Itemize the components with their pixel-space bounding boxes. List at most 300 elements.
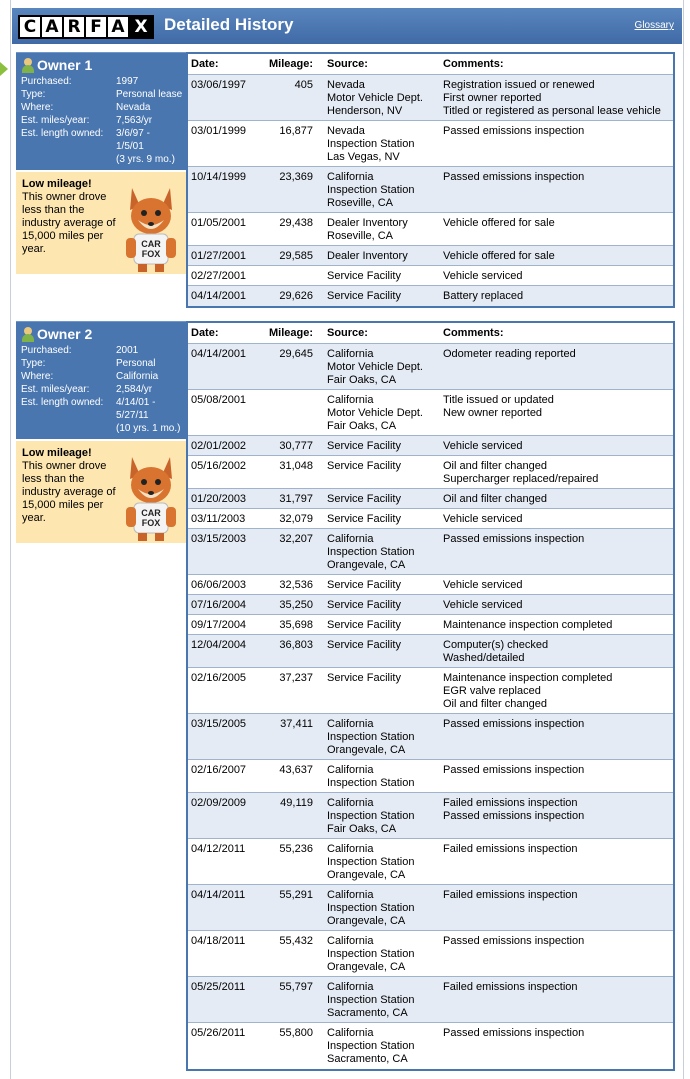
history-source-line: Service Facility [327, 460, 401, 472]
history-source-line: Inspection Station [327, 138, 415, 150]
history-comment-line: New owner reported [443, 407, 543, 419]
owner-info-label: Est. length owned: [21, 128, 104, 139]
history-mileage: 29,626 [279, 290, 313, 302]
history-comments [442, 286, 673, 306]
history-comment-line: Passed emissions inspection [443, 533, 585, 545]
history-date: 01/27/2001 [191, 250, 247, 262]
history-source-line: Orangevale, CA [327, 559, 406, 571]
history-source-line: Roseville, CA [327, 230, 394, 242]
history-comment-line: Passed emissions inspection [443, 125, 585, 137]
history-mileage: 29,438 [279, 217, 313, 229]
history-source-line: Service Facility [327, 440, 401, 452]
history-source-line: California [327, 1027, 374, 1039]
header-bar [12, 8, 682, 44]
owner-info-row [21, 383, 182, 396]
history-source [313, 635, 442, 667]
history-mileage: 37,237 [279, 672, 313, 684]
history-comment-line: Computer(s) checked [443, 639, 549, 651]
history-mileage: 49,119 [280, 797, 313, 809]
history-mileage [260, 266, 313, 285]
history-row [188, 456, 673, 489]
history-comments [442, 509, 673, 528]
history-source [313, 436, 442, 455]
history-comments [442, 213, 673, 245]
history-source-line: California [327, 394, 374, 406]
history-source [313, 213, 442, 245]
history-date: 05/08/2001 [191, 394, 247, 406]
owner-info-row [21, 75, 182, 88]
person-icon [21, 327, 35, 342]
history-source-line: California [327, 797, 374, 809]
history-comment-line: Maintenance inspection completed [443, 619, 613, 631]
owner-info-value-line: (3 yrs. 9 mo.) [116, 154, 175, 165]
history-source-line: Service Facility [327, 513, 401, 525]
history-source-line: Service Facility [327, 270, 401, 282]
history-date: 02/16/2005 [191, 672, 247, 684]
history-comment-line: Titled or registered as personal lease vehicle [443, 105, 661, 117]
history-source-line: Inspection Station [327, 731, 415, 743]
history-mileage: 37,411 [280, 718, 313, 730]
history-date: 05/26/2011 [191, 1027, 246, 1039]
history-mileage: 35,698 [279, 619, 313, 631]
history-date: 04/14/2001 [191, 290, 247, 302]
col-date-header: Date: [191, 327, 219, 339]
history-header-row [188, 323, 673, 344]
owner-info-label: Est. miles/year: [21, 384, 90, 395]
logo-letter: A [42, 17, 64, 37]
low-mileage-title: Low mileage! [22, 447, 92, 459]
history-source-line: Sacramento, CA [327, 1007, 408, 1019]
history-row [188, 266, 673, 286]
owner-info-label: Where: [21, 102, 54, 113]
history-row [188, 344, 673, 390]
owner-info-value-line: 5/27/11 [116, 410, 149, 421]
history-mileage: 32,079 [279, 513, 313, 525]
owner-title-text: Owner 1 [37, 57, 93, 73]
history-source [313, 615, 442, 634]
history-date: 04/18/2011 [191, 935, 246, 947]
history-mileage: 31,797 [279, 493, 313, 505]
history-comments [442, 714, 673, 759]
history-row [188, 509, 673, 529]
history-row [188, 760, 673, 793]
history-date: 04/12/2011 [191, 843, 246, 855]
history-comment-line: Vehicle serviced [443, 270, 523, 282]
owner-info-value [116, 396, 182, 435]
history-source [313, 714, 442, 759]
history-source [313, 456, 442, 488]
history-comment-line: Oil and filter changed [443, 460, 547, 472]
history-source [313, 885, 442, 930]
history-source-line: Service Facility [327, 290, 401, 302]
history-mileage: 29,585 [279, 250, 313, 262]
history-source-line: California [327, 981, 374, 993]
arrow-indicator-icon [0, 62, 8, 76]
history-comments [442, 635, 673, 667]
history-source-line: Fair Oaks, CA [327, 823, 397, 835]
history-source-line: Motor Vehicle Dept. [327, 361, 423, 373]
history-source [313, 977, 442, 1022]
col-comments-header: Comments: [443, 58, 504, 70]
owner-info-value [116, 101, 182, 114]
logo-letter: C [20, 17, 42, 37]
history-table [186, 321, 675, 1071]
owner-info-value-line: 7,563/yr [116, 115, 153, 126]
history-date: 04/14/2001 [191, 348, 247, 360]
low-mileage-title: Low mileage! [22, 178, 92, 190]
history-date: 04/14/2011 [191, 889, 246, 901]
history-comments [442, 390, 673, 435]
history-source-line: Orangevale, CA [327, 915, 406, 927]
history-comment-line: Supercharger replaced/repaired [443, 473, 599, 485]
owner-info-value-line: 1997 [116, 76, 139, 87]
owner-info-row [21, 396, 182, 435]
carfox-mascot-icon [120, 180, 182, 272]
history-source [313, 668, 442, 713]
history-source-line: Orangevale, CA [327, 869, 406, 881]
history-row [188, 246, 673, 266]
history-comments [442, 167, 673, 212]
history-comments [442, 1023, 673, 1069]
col-comments-header: Comments: [443, 327, 504, 339]
history-comment-line: Vehicle offered for sale [443, 217, 555, 229]
history-source-line: Inspection Station [327, 546, 415, 558]
history-mileage: 29,645 [279, 348, 313, 360]
history-source-line: California [327, 843, 374, 855]
history-source-line: Dealer Inventory [327, 250, 408, 262]
history-row [188, 714, 673, 760]
history-comments [442, 615, 673, 634]
col-mileage-header: Mileage: [268, 58, 313, 70]
history-comments [442, 344, 673, 389]
owner-card [16, 321, 186, 439]
history-comment-line: Passed emissions inspection [443, 935, 585, 947]
low-mileage-box [16, 172, 186, 274]
carfax-logo [18, 15, 154, 39]
history-source-line: Inspection Station [327, 902, 415, 914]
history-source-line: Motor Vehicle Dept. [327, 407, 423, 419]
history-mileage: 16,877 [279, 125, 313, 137]
owner-info-label: Est. length owned: [21, 397, 104, 408]
history-source-line: Service Facility [327, 672, 401, 684]
fox-shirt-line: CAR [141, 239, 161, 249]
page-title: Detailed History [164, 15, 294, 34]
history-source-line: Service Facility [327, 619, 401, 631]
history-date: 02/01/2002 [191, 440, 247, 452]
owner-info-label: Type: [21, 358, 46, 369]
history-source-line: California [327, 348, 374, 360]
history-comment-line: First owner reported [443, 92, 542, 104]
history-comment-line: Failed emissions inspection [443, 981, 578, 993]
owner-info-row [21, 114, 182, 127]
history-comment-line: Passed emissions inspection [443, 810, 585, 822]
history-row [188, 489, 673, 509]
owner-info-value [116, 370, 182, 383]
history-row [188, 213, 673, 246]
history-body [188, 344, 673, 1069]
col-source-header: Source: [327, 58, 368, 70]
history-comments [442, 456, 673, 488]
owner-info-value-line: 2,584/yr [116, 384, 153, 395]
history-source-line: Inspection Station [327, 856, 415, 868]
history-comment-line: Failed emissions inspection [443, 843, 578, 855]
col-source-header: Source: [327, 327, 368, 339]
owner-info-value-line: Nevada [116, 102, 151, 113]
owner-info-label: Purchased: [21, 345, 72, 356]
history-mileage: 32,207 [279, 533, 313, 545]
history-comments [442, 246, 673, 265]
history-mileage: 30,777 [279, 440, 313, 452]
history-comment-line: Registration issued or renewed [443, 79, 595, 91]
owner-info-row [21, 127, 182, 166]
history-source-line: Inspection Station [327, 810, 415, 822]
history-header-row [188, 54, 673, 75]
history-date: 02/16/2007 [191, 764, 247, 776]
owner-info-value [116, 344, 182, 357]
history-date: 03/06/1997 [191, 79, 247, 91]
owner-info-label: Type: [21, 89, 46, 100]
fox-shirt-line: CAR [141, 508, 161, 518]
history-source-line: California [327, 935, 374, 947]
history-source-line: Orangevale, CA [327, 744, 406, 756]
history-source-line: Las Vegas, NV [327, 151, 400, 163]
owner-info-value-line: 3/6/97 - [116, 128, 150, 139]
history-mileage: 36,803 [279, 639, 313, 651]
history-comment-line: EGR valve replaced [443, 685, 541, 697]
history-date: 10/14/1999 [191, 171, 247, 183]
history-mileage: 43,637 [279, 764, 313, 776]
logo-letter: F [86, 17, 108, 37]
history-row [188, 167, 673, 213]
history-source-line: Motor Vehicle Dept. [327, 92, 423, 104]
history-table [186, 52, 675, 308]
owner-info-value [116, 75, 182, 88]
history-source [313, 760, 442, 792]
history-mileage: 55,797 [279, 981, 313, 993]
history-comment-line: Passed emissions inspection [443, 171, 585, 183]
history-source-line: Inspection Station [327, 1040, 415, 1052]
owner-info-value [116, 357, 182, 370]
history-source-line: Service Facility [327, 579, 401, 591]
history-mileage: 55,800 [279, 1027, 313, 1039]
history-source [313, 509, 442, 528]
owner-title-text: Owner 2 [37, 326, 93, 342]
history-source-line: Roseville, CA [327, 197, 394, 209]
history-comment-line: Passed emissions inspection [443, 1027, 585, 1039]
history-source-line: Service Facility [327, 599, 401, 611]
history-comment-line: Odometer reading reported [443, 348, 576, 360]
history-source-line: Sacramento, CA [327, 1053, 408, 1065]
history-comments [442, 266, 673, 285]
history-row [188, 575, 673, 595]
history-date: 05/16/2002 [191, 460, 247, 472]
history-source [313, 286, 442, 306]
history-comments [442, 529, 673, 574]
history-comments [442, 839, 673, 884]
history-date: 05/25/2011 [191, 981, 246, 993]
history-source-line: Orangevale, CA [327, 961, 406, 973]
history-date: 12/04/2004 [191, 639, 247, 651]
history-comment-line: Vehicle serviced [443, 599, 523, 611]
history-source [313, 839, 442, 884]
history-row [188, 668, 673, 714]
history-comment-line: Passed emissions inspection [443, 718, 585, 730]
owner-info-value-line: Personal lease [116, 89, 183, 100]
history-date: 01/05/2001 [191, 217, 247, 229]
low-mileage-text: This owner drove less than the industry average of 15,000 miles per year. [22, 191, 116, 255]
owner-info-value-line: Personal [116, 358, 156, 369]
history-source [313, 75, 442, 120]
history-date: 06/06/2003 [191, 579, 247, 591]
history-mileage [260, 390, 313, 435]
history-source [313, 529, 442, 574]
owner-info-row [21, 344, 182, 357]
history-date: 01/20/2003 [191, 493, 247, 505]
history-row [188, 635, 673, 668]
owner-info-value [116, 383, 182, 396]
owner-info-row [21, 370, 182, 383]
history-comments [442, 931, 673, 976]
owner-info-value-line: 4/14/01 - [116, 397, 156, 408]
history-row [188, 1023, 673, 1069]
owner-info [21, 75, 182, 166]
col-date-header: Date: [191, 58, 219, 70]
logo-letter: X [130, 17, 152, 37]
history-source-line: Dealer Inventory [327, 217, 408, 229]
history-mileage: 35,250 [279, 599, 313, 611]
history-comment-line: Battery replaced [443, 290, 524, 302]
history-comment-line: Vehicle offered for sale [443, 250, 555, 262]
history-date: 02/27/2001 [191, 270, 247, 282]
history-date: 03/01/1999 [191, 125, 247, 137]
history-row [188, 885, 673, 931]
history-source [313, 266, 442, 285]
history-comment-line: Maintenance inspection completed [443, 672, 613, 684]
history-row [188, 793, 673, 839]
history-source-line: Fair Oaks, CA [327, 420, 397, 432]
history-source-line: Henderson, NV [327, 105, 403, 117]
history-comment-line: Vehicle serviced [443, 513, 523, 525]
history-date: 03/15/2003 [191, 533, 247, 545]
history-comments [442, 977, 673, 1022]
history-source [313, 575, 442, 594]
history-row [188, 595, 673, 615]
history-source-line: Inspection Station [327, 777, 415, 789]
history-row [188, 931, 673, 977]
history-row [188, 529, 673, 575]
owner-info-row [21, 101, 182, 114]
history-row [188, 75, 673, 121]
owner-title [21, 57, 182, 73]
history-source-line: California [327, 764, 374, 776]
history-source [313, 489, 442, 508]
history-source-line: Fair Oaks, CA [327, 374, 397, 386]
history-source-line: California [327, 718, 374, 730]
history-comments [442, 436, 673, 455]
person-icon [21, 58, 35, 73]
history-comments [442, 75, 673, 120]
owner-title [21, 326, 182, 342]
history-source-line: Nevada [327, 125, 365, 137]
owner-info-value-line: 2001 [116, 345, 139, 356]
owner-info-row [21, 88, 182, 101]
history-row [188, 615, 673, 635]
history-date: 02/09/2009 [191, 797, 247, 809]
history-body [188, 75, 673, 306]
history-comments [442, 595, 673, 614]
history-source [313, 931, 442, 976]
history-mileage: 31,048 [279, 460, 313, 472]
history-date: 07/16/2004 [191, 599, 247, 611]
history-row [188, 121, 673, 167]
history-comment-line: Vehicle serviced [443, 440, 523, 452]
history-source-line: Inspection Station [327, 948, 415, 960]
owner-info-label: Est. miles/year: [21, 115, 90, 126]
owner-info-label: Where: [21, 371, 54, 382]
history-comments [442, 575, 673, 594]
owner-info-label: Purchased: [21, 76, 72, 87]
history-row [188, 436, 673, 456]
history-comments [442, 121, 673, 166]
history-comments [442, 885, 673, 930]
history-comments [442, 793, 673, 838]
owner-info-value [116, 114, 182, 127]
history-mileage: 23,369 [279, 171, 313, 183]
history-source-line: Service Facility [327, 493, 401, 505]
owner-card [16, 52, 186, 170]
history-comment-line: Title issued or updated [443, 394, 554, 406]
glossary-link[interactable]: Glossary [634, 20, 674, 31]
owner-info-value [116, 88, 182, 101]
history-date: 03/15/2005 [191, 718, 247, 730]
fox-shirt-line: FOX [141, 249, 161, 259]
history-mileage: 55,236 [279, 843, 313, 855]
history-source [313, 1023, 442, 1069]
history-source [313, 344, 442, 389]
history-comment-line: Washed/detailed [443, 652, 525, 664]
owner-info-value-line: California [116, 371, 159, 382]
owner-info-row [21, 357, 182, 370]
history-source [313, 595, 442, 614]
history-source [313, 793, 442, 838]
owner-info-value-line: (10 yrs. 1 mo.) [116, 423, 181, 434]
history-comment-line: Failed emissions inspection [443, 889, 578, 901]
history-source-line: California [327, 533, 374, 545]
history-mileage: 32,536 [279, 579, 313, 591]
owner-info-value [116, 127, 182, 166]
low-mileage-text: This owner drove less than the industry average of 15,000 miles per year. [22, 460, 116, 524]
history-row [188, 977, 673, 1023]
carfox-mascot-icon [120, 449, 182, 541]
history-source [313, 167, 442, 212]
history-date: 03/11/2003 [191, 513, 246, 525]
history-source [313, 246, 442, 265]
history-comments [442, 489, 673, 508]
history-source-line: Inspection Station [327, 184, 415, 196]
logo-letter: R [64, 17, 86, 37]
history-comments [442, 668, 673, 713]
history-source-line: Inspection Station [327, 994, 415, 1006]
owner-info-value-line: 1/5/01 [116, 141, 144, 152]
history-comments [442, 760, 673, 792]
fox-shirt-line: FOX [141, 518, 161, 528]
history-row [188, 286, 673, 306]
low-mileage-box [16, 441, 186, 543]
history-source-line: California [327, 889, 374, 901]
history-comment-line: Failed emissions inspection [443, 797, 578, 809]
history-source [313, 121, 442, 166]
history-source-line: California [327, 171, 374, 183]
